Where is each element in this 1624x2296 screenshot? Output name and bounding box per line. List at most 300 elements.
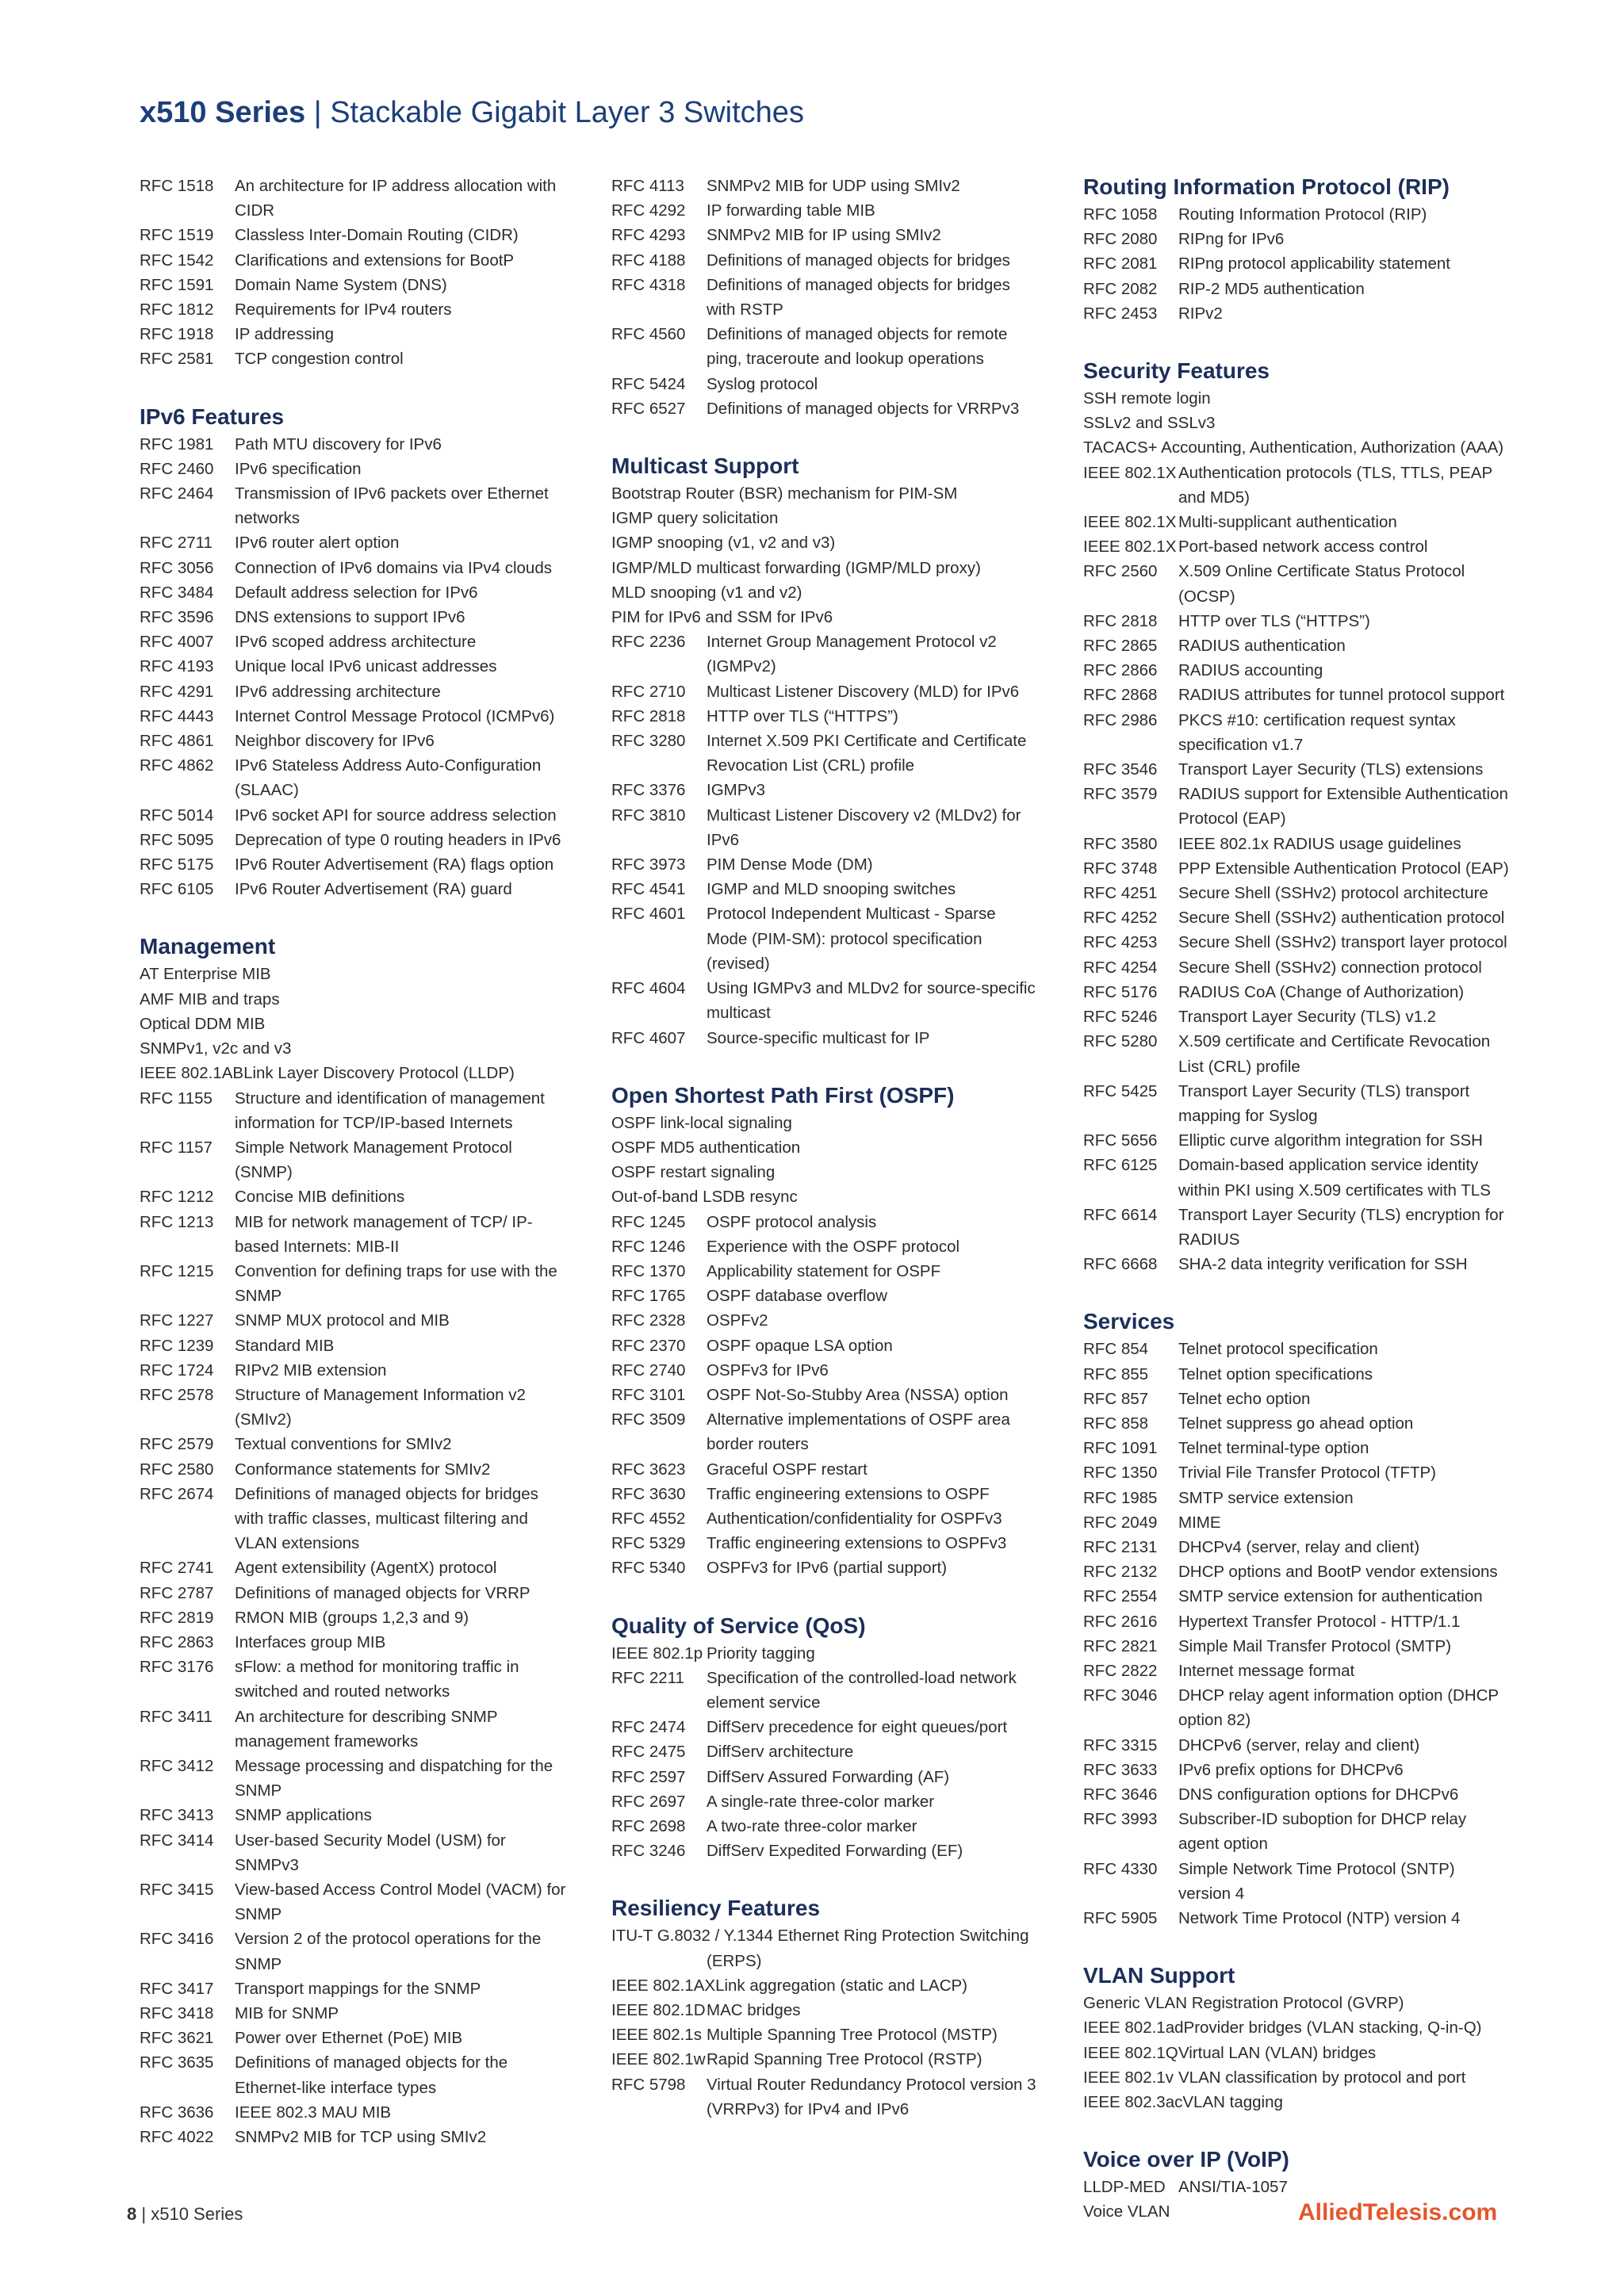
standard-code: RFC 4862: [140, 756, 214, 775]
standard-entry: [611, 1715, 1040, 1739]
standard-entry: [140, 654, 568, 679]
standard-code: RFC 2370: [611, 1336, 686, 1355]
standard-code: RFC 1212: [140, 1188, 214, 1207]
standard-code: RFC 2818: [611, 706, 686, 725]
standard-code: RFC 2821: [1083, 1636, 1158, 1655]
standard-description: IPv6 scoped address architecture: [235, 633, 477, 652]
standard-entry: [1083, 1436, 1511, 1460]
standard-code: RFC 1350: [1083, 1464, 1158, 1483]
standard-description: Secure Shell (SSHv2) connection protocol: [1178, 958, 1482, 977]
spec-section: [611, 453, 1040, 1050]
standard-entry: [1083, 1584, 1511, 1609]
standard-description: Transmission of IPv6 packets over Ethernet networks: [235, 484, 549, 528]
standard-entry: [611, 1973, 1040, 1998]
section-heading: Voice over IP (VoIP): [1083, 2147, 1289, 2172]
standard-description: Definitions of managed objects for the Ethernet-like interface types: [235, 2053, 508, 2097]
standard-description: Rapid Spanning Tree Protocol (RSTP): [707, 2050, 982, 2069]
standard-code: RFC 3630: [611, 1484, 686, 1503]
standard-description: Internet message format: [1178, 1661, 1355, 1680]
standard-entry: [1083, 609, 1511, 633]
standard-entry: [140, 1184, 568, 1209]
standard-entry: [1083, 1362, 1511, 1387]
standard-code: RFC 6668: [1083, 1255, 1158, 1274]
standard-description: Multicast Listener Discovery v2 (MLDv2) for IPv6: [707, 806, 1021, 849]
standard-description: IPv6 socket API for source address selection: [235, 806, 557, 825]
feature-item: OSPF MD5 authentication: [611, 1138, 801, 1157]
standard-entry: [140, 1210, 568, 1259]
column-3: [1083, 174, 1511, 2225]
standard-description: Domain Name System (DNS): [235, 275, 447, 294]
standard-entry: [1083, 1758, 1511, 1782]
standard-description: Applicability statement for OSPF: [707, 1261, 941, 1280]
feature-item: Out-of-band LSDB resync: [611, 1188, 798, 1207]
standard-entry: [611, 223, 1040, 247]
standard-description: Provider bridges (VLAN stacking, Q-in-Q): [1183, 2019, 1482, 2038]
standard-code: RFC 4861: [140, 732, 214, 751]
standard-code: RFC 3411: [140, 1707, 213, 1726]
standard-description: MIME: [1178, 1513, 1221, 1532]
standard-description: OSPF Not-So-Stubby Area (NSSA) option: [707, 1385, 1009, 1404]
standard-entry: [140, 1976, 568, 2001]
standard-description: Simple Network Management Protocol (SNMP): [235, 1138, 512, 1182]
standard-code: RFC 2698: [611, 1816, 686, 1835]
standard-entry: [1083, 1535, 1511, 1559]
standard-description: SMTP service extension: [1178, 1488, 1354, 1507]
standard-description: IPv6 Router Advertisement (RA) guard: [235, 880, 512, 899]
standard-entry: [1083, 301, 1511, 326]
standard-code: RFC 1245: [611, 1212, 686, 1231]
standard-entry: [1083, 2065, 1511, 2090]
standard-entry: [1083, 277, 1511, 301]
standard-description: Priority tagging: [707, 1644, 815, 1663]
standard-code: RFC 2579: [140, 1435, 214, 1454]
standard-description: SNMP MUX protocol and MIB: [235, 1311, 450, 1330]
standard-code: RFC 3633: [1083, 1760, 1158, 1779]
standard-entry: [1083, 461, 1511, 510]
standard-entry: [1083, 1634, 1511, 1659]
spec-section: [1083, 358, 1511, 1276]
standard-entry: [140, 2100, 568, 2125]
column-2: [611, 174, 1040, 2122]
standard-description: Secure Shell (SSHv2) authentication protocol: [1178, 909, 1505, 928]
standard-description: SNMPv2 MIB for TCP using SMIv2: [235, 2128, 487, 2147]
standard-entry: [611, 679, 1040, 704]
section-heading: Management: [140, 934, 276, 959]
standard-code-blank: [611, 1949, 707, 1973]
standard-entry: [1083, 1460, 1511, 1485]
feature-item: MLD snooping (v1 and v2): [611, 583, 802, 602]
standard-code: RFC 4560: [611, 325, 686, 344]
standard-description: OSPF database overflow: [707, 1287, 887, 1306]
standard-description: Specification of the controlled-load network element service: [707, 1668, 1017, 1712]
section-heading: Multicast Support: [611, 453, 799, 479]
standard-description: OSPFv3 for IPv6: [707, 1360, 829, 1380]
standard-entry: [611, 1308, 1040, 1333]
standard-code: RFC 4541: [611, 880, 686, 899]
standard-description: IPv6 Router Advertisement (RA) flags option: [235, 855, 554, 874]
standard-entry: [140, 1581, 568, 1605]
standard-code: RFC 2453: [1083, 304, 1158, 323]
standard-entry: [611, 1234, 1040, 1259]
standard-description: Interfaces group MIB: [235, 1632, 386, 1651]
standard-entry: [140, 605, 568, 629]
standard-code: IEEE 802.1w: [611, 2050, 706, 2069]
standard-code: RFC 3315: [1083, 1735, 1158, 1755]
standard-entry: [611, 852, 1040, 877]
standard-code: RFC 1246: [611, 1237, 686, 1256]
standard-entry: [140, 629, 568, 654]
section-heading: VLAN Support: [1083, 1963, 1235, 1988]
standard-description: RMON MIB (groups 1,2,3 and 9): [235, 1608, 469, 1627]
standard-code: RFC 5340: [611, 1559, 686, 1578]
standard-code: RFC 1215: [140, 1261, 214, 1280]
standard-entry: [140, 174, 568, 223]
standard-description: Definitions of managed objects for bridges with traffic classes, multicast filtering and VLAN extensions: [235, 1484, 538, 1553]
standard-entry: [1083, 1510, 1511, 1535]
standard-entry: [611, 2022, 1040, 2047]
standard-description: DHCP options and BootP vendor extensions: [1178, 1563, 1498, 1582]
standard-code: RFC 4318: [611, 275, 686, 294]
standard-code: RFC 2474: [611, 1718, 686, 1737]
standard-description: Virtual Router Redundancy Protocol version 3 (VRRPv3) for IPv4 and IPv6: [707, 2075, 1036, 2118]
standard-description: Path MTU discovery for IPv6: [235, 434, 442, 453]
standard-entry: [611, 901, 1040, 976]
standard-code: RFC 3246: [611, 1842, 686, 1861]
standard-entry: [1083, 1609, 1511, 1634]
standard-description: Experience with the OSPF protocol: [707, 1237, 960, 1256]
standard-description: TCP congestion control: [235, 350, 404, 369]
standard-code: RFC 2863: [140, 1632, 214, 1651]
standard-description: DHCPv6 (server, relay and client): [1178, 1735, 1420, 1755]
standard-entry: [1083, 534, 1511, 559]
standard-code: RFC 3623: [611, 1460, 686, 1479]
standard-code: RFC 4188: [611, 251, 686, 270]
standard-entry: [140, 1877, 568, 1927]
standard-entry: [1083, 1029, 1511, 1078]
standard-entry: [140, 1705, 568, 1754]
standard-code: RFC 2131: [1083, 1537, 1158, 1556]
standard-entry: [140, 1259, 568, 1308]
standard-description: Version 2 of the protocol operations for the SNMP: [235, 1930, 542, 1973]
standard-description: X.509 Online Certificate Status Protocol (OCSP): [1178, 562, 1465, 606]
standard-code: RFC 3416: [140, 1930, 214, 1949]
section-heading: Security Features: [1083, 358, 1270, 384]
standard-description: Alternative implementations of OSPF area border routers: [707, 1410, 1010, 1454]
standard-entry: [140, 481, 568, 530]
standard-description: Unique local IPv6 unicast addresses: [235, 657, 497, 676]
standard-entry: [140, 1358, 568, 1383]
standard-description: RIPng protocol applicability statement: [1178, 254, 1450, 274]
standard-entry: [1083, 782, 1511, 831]
standard-code: RFC 4443: [140, 706, 214, 725]
standard-code: RFC 2711: [140, 534, 213, 553]
standard-code: RFC 4253: [1083, 933, 1158, 952]
standard-entry: [611, 1026, 1040, 1050]
standard-entry: [611, 396, 1040, 421]
standard-description: Standard MIB: [235, 1336, 335, 1355]
standard-code: RFC 5798: [611, 2075, 686, 2094]
standard-entry: [1083, 559, 1511, 608]
standard-code: RFC 5424: [611, 374, 686, 393]
standard-code: RFC 2674: [140, 1484, 214, 1503]
standard-entry: [140, 1383, 568, 1432]
standard-entry: [140, 1556, 568, 1580]
standard-entry: [1083, 1004, 1511, 1029]
standard-code: RFC 2475: [611, 1743, 686, 1762]
standard-description: Traffic engineering extensions to OSPF: [707, 1484, 990, 1503]
spec-section: [611, 174, 1040, 421]
standard-entry: [140, 1308, 568, 1333]
standard-description: RADIUS attributes for tunnel protocol support: [1178, 686, 1505, 705]
standard-code: RFC 2049: [1083, 1513, 1158, 1532]
spec-section: [1083, 174, 1511, 326]
standard-description: Definitions of managed objects for remote ping, traceroute and lookup operations: [707, 325, 1008, 369]
standard-description: Clarifications and extensions for BootP: [235, 251, 515, 270]
standard-entry: [140, 530, 568, 555]
standard-entry: [1083, 1683, 1511, 1732]
feature-item: OSPF restart signaling: [611, 1163, 776, 1182]
standard-entry: [611, 729, 1040, 778]
standard-description: RADIUS support for Extensible Authentication Protocol (EAP): [1178, 785, 1508, 828]
standard-code: RFC 3973: [611, 855, 686, 874]
standard-description: Connection of IPv6 domains via IPv4 clouds: [235, 558, 552, 577]
standard-description: IEEE 802.3 MAU MIB: [235, 2103, 392, 2122]
standard-description: Telnet terminal-type option: [1178, 1439, 1369, 1458]
standard-description: Routing Information Protocol (RIP): [1178, 205, 1427, 224]
standard-entry: [140, 1086, 568, 1135]
standard-code: RFC 1918: [140, 325, 214, 344]
standard-description: MAC bridges: [707, 2001, 801, 2019]
standard-code: RFC 4292: [611, 201, 686, 220]
standard-description: Trivial File Transfer Protocol (TFTP): [1178, 1464, 1437, 1483]
standard-entry: [611, 322, 1040, 371]
footer-series: x510 Series: [151, 2204, 243, 2224]
standard-description: A two-rate three-color marker: [707, 1816, 917, 1835]
standard-entry: [1083, 1411, 1511, 1436]
standard-description: Secure Shell (SSHv2) transport layer protocol: [1178, 933, 1507, 952]
standard-entry: [1083, 1337, 1511, 1361]
standard-code: RFC 3993: [1083, 1810, 1158, 1829]
standard-entry: [140, 704, 568, 729]
standard-entry: [1083, 202, 1511, 227]
standard-entry: [1083, 1857, 1511, 1906]
standard-code: RFC 2236: [611, 633, 686, 652]
standard-entry: [611, 1789, 1040, 1814]
standard-code: RFC 1765: [611, 1287, 686, 1306]
standard-code: RFC 3636: [140, 2103, 214, 2122]
spec-section: [1083, 1962, 1511, 2114]
standard-code: RFC 2865: [1083, 637, 1158, 656]
standard-description: OSPF protocol analysis: [707, 1212, 877, 1231]
standard-description: RIP-2 MD5 authentication: [1178, 279, 1365, 298]
spec-section: [140, 933, 568, 2149]
standard-code: RFC 2597: [611, 1767, 686, 1786]
standard-code: IEEE 802.1D: [611, 2001, 706, 2019]
standard-entry: [611, 877, 1040, 901]
standard-code: RFC 2710: [611, 682, 686, 701]
feature-item: SSH remote login: [1083, 389, 1211, 408]
feature-item: SNMPv1, v2c and v3: [140, 1039, 292, 1058]
feature-item: Bootstrap Router (BSR) mechanism for PIM-SM: [611, 484, 958, 503]
standard-description: Graceful OSPF restart: [707, 1460, 868, 1479]
standard-code: RFC 3580: [1083, 834, 1158, 853]
standard-description: Authentication/confidentiality for OSPFv3: [707, 1509, 1002, 1528]
standard-description: PIM Dense Mode (DM): [707, 855, 873, 874]
feature-item: ITU-T G.8032 / Y.1344 Ethernet Ring Protection Switching: [611, 1927, 1029, 1946]
standard-code: RFC 2132: [1083, 1563, 1158, 1582]
feature-item: Voice VLAN: [1083, 2202, 1170, 2221]
standard-code: RFC 2082: [1083, 279, 1158, 298]
standard-code: RFC 1981: [140, 434, 214, 453]
standard-description: An architecture for IP address allocation with CIDR: [235, 177, 557, 220]
standard-entry: [140, 1927, 568, 1976]
standard-entry: [1083, 1906, 1511, 1931]
standard-entry: [1083, 980, 1511, 1004]
standard-entry: [1083, 1079, 1511, 1128]
standard-code: RFC 5329: [611, 1534, 686, 1553]
spec-section: [611, 1082, 1040, 1581]
standard-code: RFC 4007: [140, 633, 214, 652]
standard-code: RFC 5425: [1083, 1081, 1158, 1100]
standard-code: RFC 1985: [1083, 1488, 1158, 1507]
standard-entry: [611, 1482, 1040, 1506]
standard-description: Virtual LAN (VLAN) bridges: [1178, 2043, 1377, 2062]
standard-code: RFC 3509: [611, 1410, 686, 1429]
standard-code: RFC 2560: [1083, 562, 1158, 581]
standard-description: Internet Control Message Protocol (ICMPv6): [235, 706, 555, 725]
standard-description: Default address selection for IPv6: [235, 583, 478, 602]
standard-entry: [611, 1765, 1040, 1789]
standard-code: IEEE 802.1Q: [1083, 2043, 1178, 2062]
standard-entry: [611, 1839, 1040, 1863]
standard-entry: [140, 828, 568, 852]
standard-description: An architecture for describing SNMP management frameworks: [235, 1707, 498, 1751]
standard-description: IPv6 addressing architecture: [235, 682, 441, 701]
standard-code: RFC 5656: [1083, 1131, 1158, 1150]
standard-description: PPP Extensible Authentication Protocol (EAP): [1178, 859, 1509, 878]
standard-entry: [1083, 1659, 1511, 1683]
standard-description: Definitions of managed objects for VRRPv3: [707, 399, 1020, 418]
standard-code: RFC 4252: [1083, 909, 1158, 928]
feature-item: IGMP snooping (v1, v2 and v3): [611, 534, 836, 553]
standard-description: Concise MIB definitions: [235, 1188, 405, 1207]
standard-entry: [611, 1814, 1040, 1839]
section-heading: Quality of Service (QoS): [611, 1613, 866, 1638]
standard-entry: [140, 2026, 568, 2050]
standard-description: Structure and identification of management information for TCP/IP-based Internets: [235, 1089, 545, 1132]
standard-entry: [140, 1655, 568, 1704]
standard-code: RFC 5176: [1083, 982, 1158, 1001]
standard-entry: [1083, 881, 1511, 905]
standard-description: Authentication protocols (TLS, TTLS, PEAP and MD5): [1178, 463, 1492, 507]
standard-entry: [611, 1506, 1040, 1531]
standard-description: Multiple Spanning Tree Protocol (MSTP): [707, 2026, 998, 2045]
standard-code: IEEE 802.1X: [1083, 513, 1177, 532]
standard-description: RIPng for IPv6: [1178, 230, 1285, 249]
standard-description: IPv6 router alert option: [235, 534, 400, 553]
standard-code: RFC 2741: [140, 1559, 214, 1578]
standard-code: RFC 3418: [140, 2004, 214, 2023]
standard-entry: [140, 273, 568, 297]
standard-entry: [1083, 2015, 1511, 2040]
standard-description: Textual conventions for SMIv2: [235, 1435, 452, 1454]
standard-entry: [1083, 1486, 1511, 1510]
standard-code: RFC 3579: [1083, 785, 1158, 804]
standard-description: DHCP relay agent information option (DHCP option 82): [1178, 1686, 1499, 1730]
standard-code: RFC 2328: [611, 1311, 686, 1330]
standard-entry: [611, 1284, 1040, 1308]
standard-entry: [611, 704, 1040, 729]
standard-code: RFC 3413: [140, 1806, 214, 1825]
standard-code: RFC 3280: [611, 732, 686, 751]
standard-description: DiffServ architecture: [707, 1743, 854, 1762]
standard-code: IEEE 802.3ac: [1083, 2093, 1183, 2112]
standard-code: IEEE 802.1X: [1083, 538, 1177, 557]
standard-entry: [140, 1432, 568, 1456]
section-heading: IPv6 Features: [140, 404, 285, 429]
standard-description: OSPFv2: [707, 1311, 768, 1330]
standard-code: RFC 1591: [140, 275, 214, 294]
standard-description: IGMPv3: [707, 781, 766, 800]
standard-code: RFC 1812: [140, 300, 214, 320]
standard-entry: [611, 273, 1040, 322]
standard-entry: [1083, 955, 1511, 980]
standard-entry: [140, 556, 568, 580]
standard-code: RFC 3417: [140, 1979, 214, 1998]
standard-description: Deprecation of type 0 routing headers in IPv6: [235, 830, 561, 849]
standard-entry: [140, 297, 568, 322]
standard-code: RFC 3646: [1083, 1785, 1158, 1804]
standard-description: Transport Layer Security (TLS) v1.2: [1178, 1008, 1437, 1027]
standard-code: RFC 1157: [140, 1138, 213, 1157]
standard-description: Elliptic curve algorithm integration for SSH: [1178, 1131, 1483, 1150]
standard-code: RFC 3596: [140, 608, 214, 627]
standard-description: Requirements for IPv4 routers: [235, 300, 452, 320]
standard-code: RFC 2460: [140, 459, 214, 478]
standard-code: RFC 5095: [140, 830, 214, 849]
standard-description: IEEE 802.1x RADIUS usage guidelines: [1178, 834, 1461, 853]
spec-section: [1083, 1308, 1511, 1931]
standard-code: RFC 2787: [140, 1583, 214, 1602]
standard-entry: [140, 803, 568, 828]
standard-entry: [611, 1210, 1040, 1234]
standard-code: IEEE 802.1AX: [611, 1976, 716, 1995]
standard-code: RFC 3101: [611, 1385, 686, 1404]
standard-entry: [611, 976, 1040, 1025]
standard-entry: [1083, 658, 1511, 683]
standard-code: RFC 4607: [611, 1028, 686, 1047]
standard-entry: [140, 2125, 568, 2149]
spec-section: [140, 404, 568, 902]
standard-description: SNMPv2 MIB for IP using SMIv2: [707, 226, 941, 245]
standard-description: Power over Ethernet (PoE) MIB: [235, 2029, 463, 2048]
standard-entry: [1083, 633, 1511, 658]
standard-description: Telnet protocol specification: [1178, 1340, 1378, 1359]
standard-code: RFC 4330: [1083, 1859, 1158, 1878]
standard-entry: [140, 1828, 568, 1877]
standard-description: Transport mappings for the SNMP: [235, 1979, 481, 1998]
standard-entry: [140, 1630, 568, 1655]
standard-code: RFC 6105: [140, 880, 214, 899]
website-link[interactable]: AlliedTelesis.com: [1298, 2199, 1498, 2225]
standard-entry: [1083, 832, 1511, 856]
standard-entry: [140, 432, 568, 457]
standard-code: RFC 2081: [1083, 254, 1158, 274]
standard-entry: [140, 346, 568, 371]
standard-entry: [611, 803, 1040, 852]
standard-code: RFC 2866: [1083, 661, 1158, 680]
section-heading: Services: [1083, 1309, 1175, 1334]
